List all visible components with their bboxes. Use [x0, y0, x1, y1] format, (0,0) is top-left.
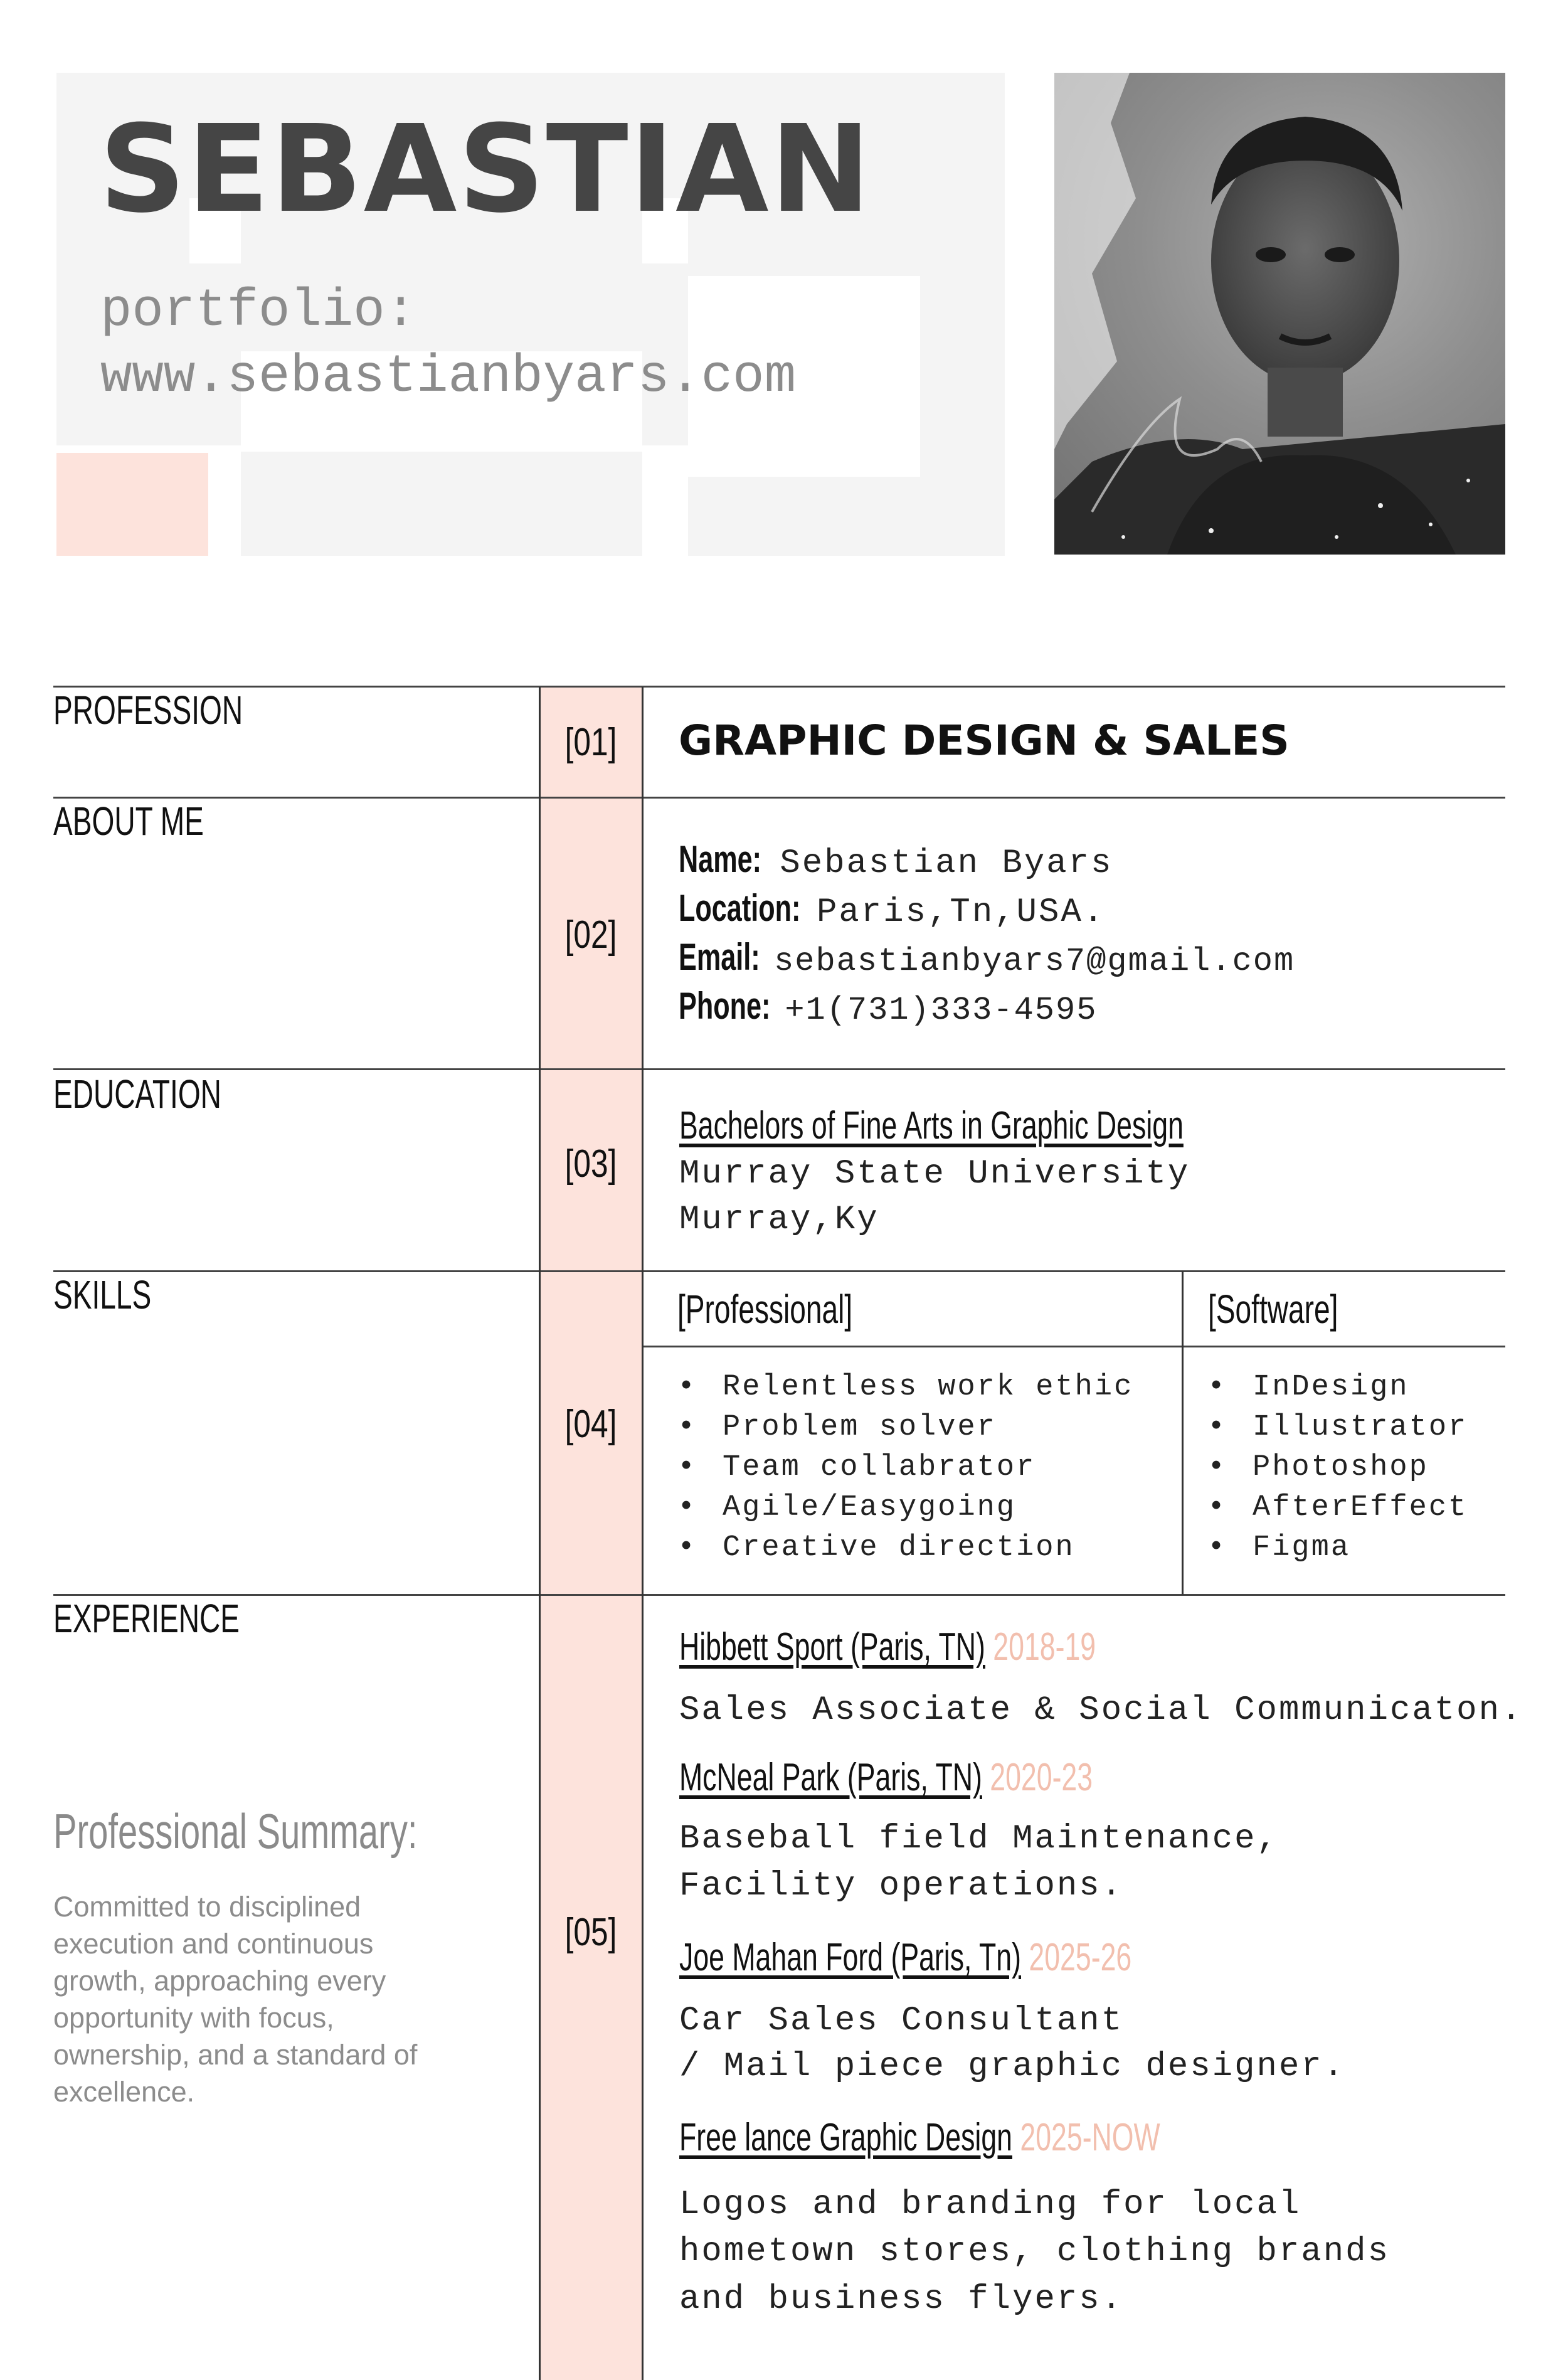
- about-phone-row: [679, 987, 1097, 1027]
- job-header: [679, 2118, 1160, 2157]
- profession-value: GRAPHIC DESIGN & SALES: [679, 716, 1290, 765]
- summary-text: Committed to disciplined execution and continuous growth, approaching every opportunity with focus, ownership, and a standard of excellence.: [53, 1891, 418, 2108]
- section-number: [03]: [564, 1142, 617, 1186]
- job-years: 2025-26: [1029, 1936, 1132, 1979]
- job-description: Logos and branding for local: [679, 2186, 1301, 2224]
- job-description: and business flyers.: [679, 2280, 1124, 2319]
- about-email-row: [679, 938, 1295, 978]
- person-name: SEBASTIAN: [99, 100, 872, 240]
- school-name: Murray State University: [679, 1155, 1190, 1193]
- job-employer: Joe Mahan Ford (Paris, Tn): [679, 1936, 1021, 1979]
- column-divider: [642, 687, 644, 2380]
- section-number: [01]: [564, 721, 617, 764]
- list-item: • Relentless work ethic: [677, 1368, 1133, 1408]
- job-description: Sales Associate & Social Communicaton.: [679, 1691, 1523, 1729]
- list-item: • Figma: [1207, 1528, 1468, 1568]
- job-description: Facility operations.: [679, 1867, 1124, 1905]
- job-years: 2025-NOW: [1020, 2116, 1160, 2159]
- section-number: [05]: [564, 1911, 617, 1954]
- portfolio-label: portfolio:: [100, 282, 417, 341]
- list-item: • Agile/Easygoing: [677, 1488, 1133, 1528]
- list-item: • Photoshop: [1207, 1448, 1468, 1488]
- summary-title: Professional Summary:: [53, 1804, 418, 1859]
- column-divider: [1182, 1271, 1184, 1595]
- job-years: 2020-23: [990, 1756, 1093, 1799]
- list-item: • Team collabrator: [677, 1448, 1133, 1488]
- job-description: Baseball field Maintenance,: [679, 1820, 1279, 1858]
- job-employer: Free lance Graphic Design: [679, 2116, 1012, 2159]
- about-name-row: [679, 838, 1113, 883]
- divider: [53, 797, 1505, 799]
- about-location-row: [679, 887, 1106, 932]
- professional-skills-header: [Professional]: [677, 1287, 853, 1332]
- school-city: Murray,Ky: [679, 1201, 879, 1239]
- location-value: Paris,Tn,USA.: [816, 893, 1106, 932]
- portrait-illustration: [1054, 73, 1505, 555]
- column-divider: [539, 687, 541, 2380]
- job-description: hometown stores, clothing brands: [679, 2233, 1390, 2271]
- section-number: [04]: [564, 1403, 617, 1446]
- divider: [53, 1594, 1505, 1596]
- job-description: Car Sales Consultant: [679, 2002, 1124, 2040]
- job-years: 2018-19: [993, 1625, 1096, 1669]
- section-number: [02]: [564, 913, 617, 957]
- list-item: • Illustrator: [1207, 1408, 1468, 1448]
- list-item: • Problem solver: [677, 1408, 1133, 1448]
- field-key: Phone:: [679, 985, 771, 1027]
- job-header: [679, 1625, 1096, 1669]
- experience-label: EXPERIENCE: [53, 1596, 240, 1641]
- job-employer: McNeal Park (Paris, TN): [679, 1756, 982, 1799]
- about-label: ABOUT ME: [53, 799, 204, 844]
- list-item: • InDesign: [1207, 1368, 1468, 1408]
- list-item: • AfterEffect: [1207, 1488, 1468, 1528]
- job-header: [679, 1938, 1131, 1977]
- job-employer: Hibbett Sport (Paris, TN): [679, 1625, 985, 1669]
- professional-skills-list: [677, 1368, 1133, 1568]
- divider: [53, 1068, 1505, 1070]
- job-header: [679, 1758, 1093, 1797]
- portfolio-url[interactable]: www.sebastianbyars.com: [100, 348, 796, 407]
- software-skills-header: [Software]: [1208, 1287, 1338, 1332]
- email-value[interactable]: sebastianbyars7@gmail.com: [774, 943, 1295, 980]
- education-label: EDUCATION: [53, 1071, 221, 1117]
- degree-title: [679, 1104, 1184, 1147]
- name-value: Sebastian Byars: [780, 844, 1113, 883]
- phone-value[interactable]: +1(731)333-4595: [785, 992, 1098, 1029]
- field-key: Location:: [679, 887, 801, 929]
- skills-label: SKILLS: [53, 1272, 152, 1317]
- list-item: • Creative direction: [677, 1528, 1133, 1568]
- bg-shape: [241, 477, 642, 556]
- software-skills-list: [1207, 1368, 1468, 1568]
- divider: [53, 1270, 1505, 1272]
- degree-name: Bachelors of Fine Arts in Graphic Design: [679, 1104, 1184, 1147]
- field-key: Email:: [679, 936, 760, 978]
- field-key: Name:: [679, 838, 762, 880]
- divider: [642, 1346, 1505, 1347]
- accent-square: [56, 453, 208, 556]
- divider: [53, 686, 1505, 688]
- profile-photo: [1054, 73, 1505, 555]
- job-description: / Mail piece graphic designer.: [679, 2048, 1346, 2086]
- profession-label: PROFESSION: [53, 688, 243, 733]
